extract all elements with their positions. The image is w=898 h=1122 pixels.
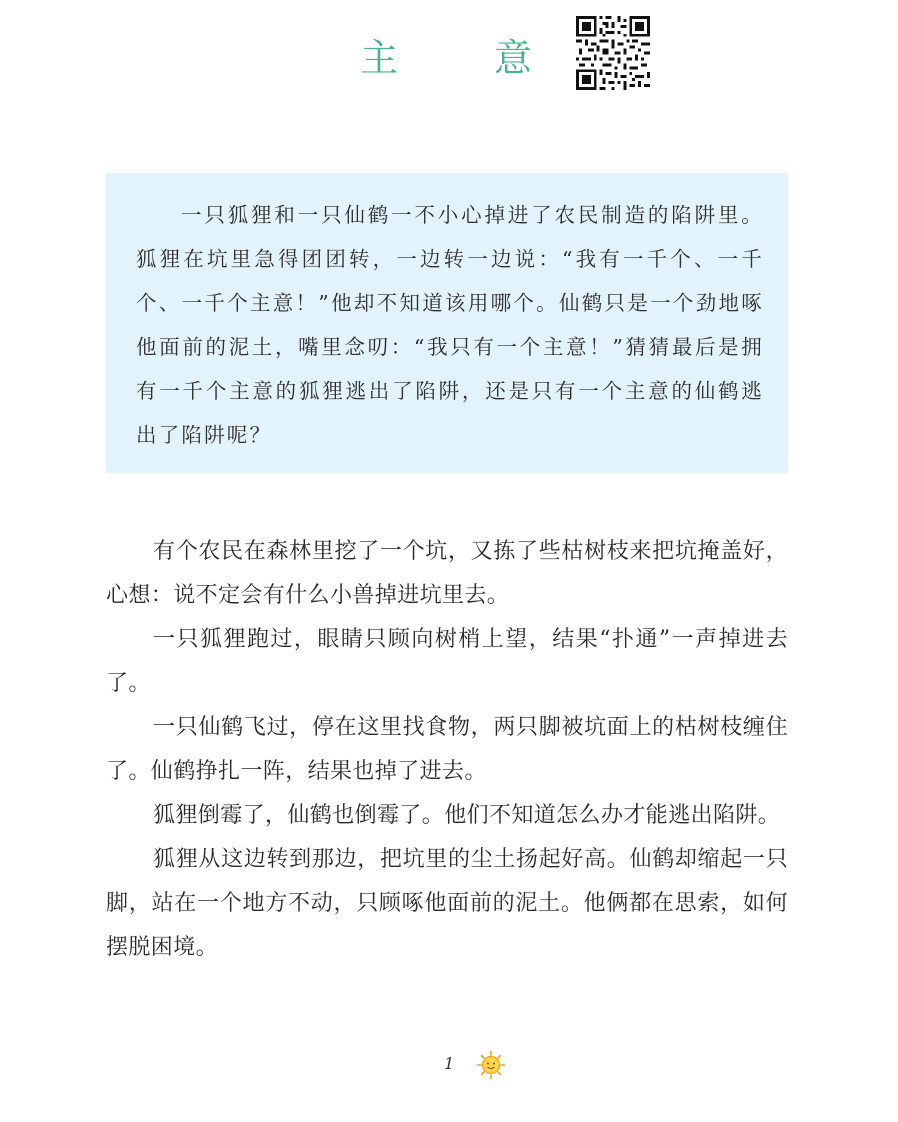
- story-paragraph: 一只狐狸跑过，眼睛只顾向树梢上望，结果“扑通”一声掉进去了。: [106, 627, 788, 696]
- sun-icon: [476, 1050, 506, 1080]
- qr-code-icon[interactable]: [576, 16, 650, 90]
- story-paragraph: 一只仙鹤飞过，停在这里找食物，两只脚被坑面上的枯树枝缠住了。仙鹤挣扎一阵，结果也掉了进去。: [106, 715, 788, 784]
- intro-text: 一只狐狸和一只仙鹤一不小心掉进了农民制造的陷阱里。狐狸在坑里急得团团转，一边转一边说：“我有一千个、一千个、一千个主意！”他却不知道该用哪个。仙鹤只是一个劲地啄他面前的泥土，嘴里念叨：“我只有一个主意！”猜猜最后是拥有一千个主意的狐狸逃出了陷阱，还是只有一个主意的仙鹤逃出了陷阱呢？: [136, 203, 764, 447]
- intro-box: [106, 173, 788, 473]
- story-paragraph: 狐狸从这边转到那边，把坑里的尘土扬起好高。仙鹤却缩起一只脚，站在一个地方不动，只顾啄他面前的泥土。他俩都在思索，如何摆脱困境。: [106, 847, 788, 960]
- story-paragraph: 狐狸倒霉了，仙鹤也倒霉了。他们不知道怎么办才能逃出陷阱。: [153, 803, 781, 828]
- page-title-char-2: 意: [494, 36, 533, 80]
- story-paragraph: 有个农民在森林里挖了一个坑，又拣了些枯树枝来把坑掩盖好，心想：说不定会有什么小兽掉进坑里去。: [106, 539, 788, 608]
- title-row: [0, 30, 898, 94]
- story-body: [106, 530, 788, 970]
- page-number: 1: [444, 1054, 455, 1073]
- page-title-char-1: 主: [360, 36, 399, 80]
- page-footer: [0, 1046, 898, 1086]
